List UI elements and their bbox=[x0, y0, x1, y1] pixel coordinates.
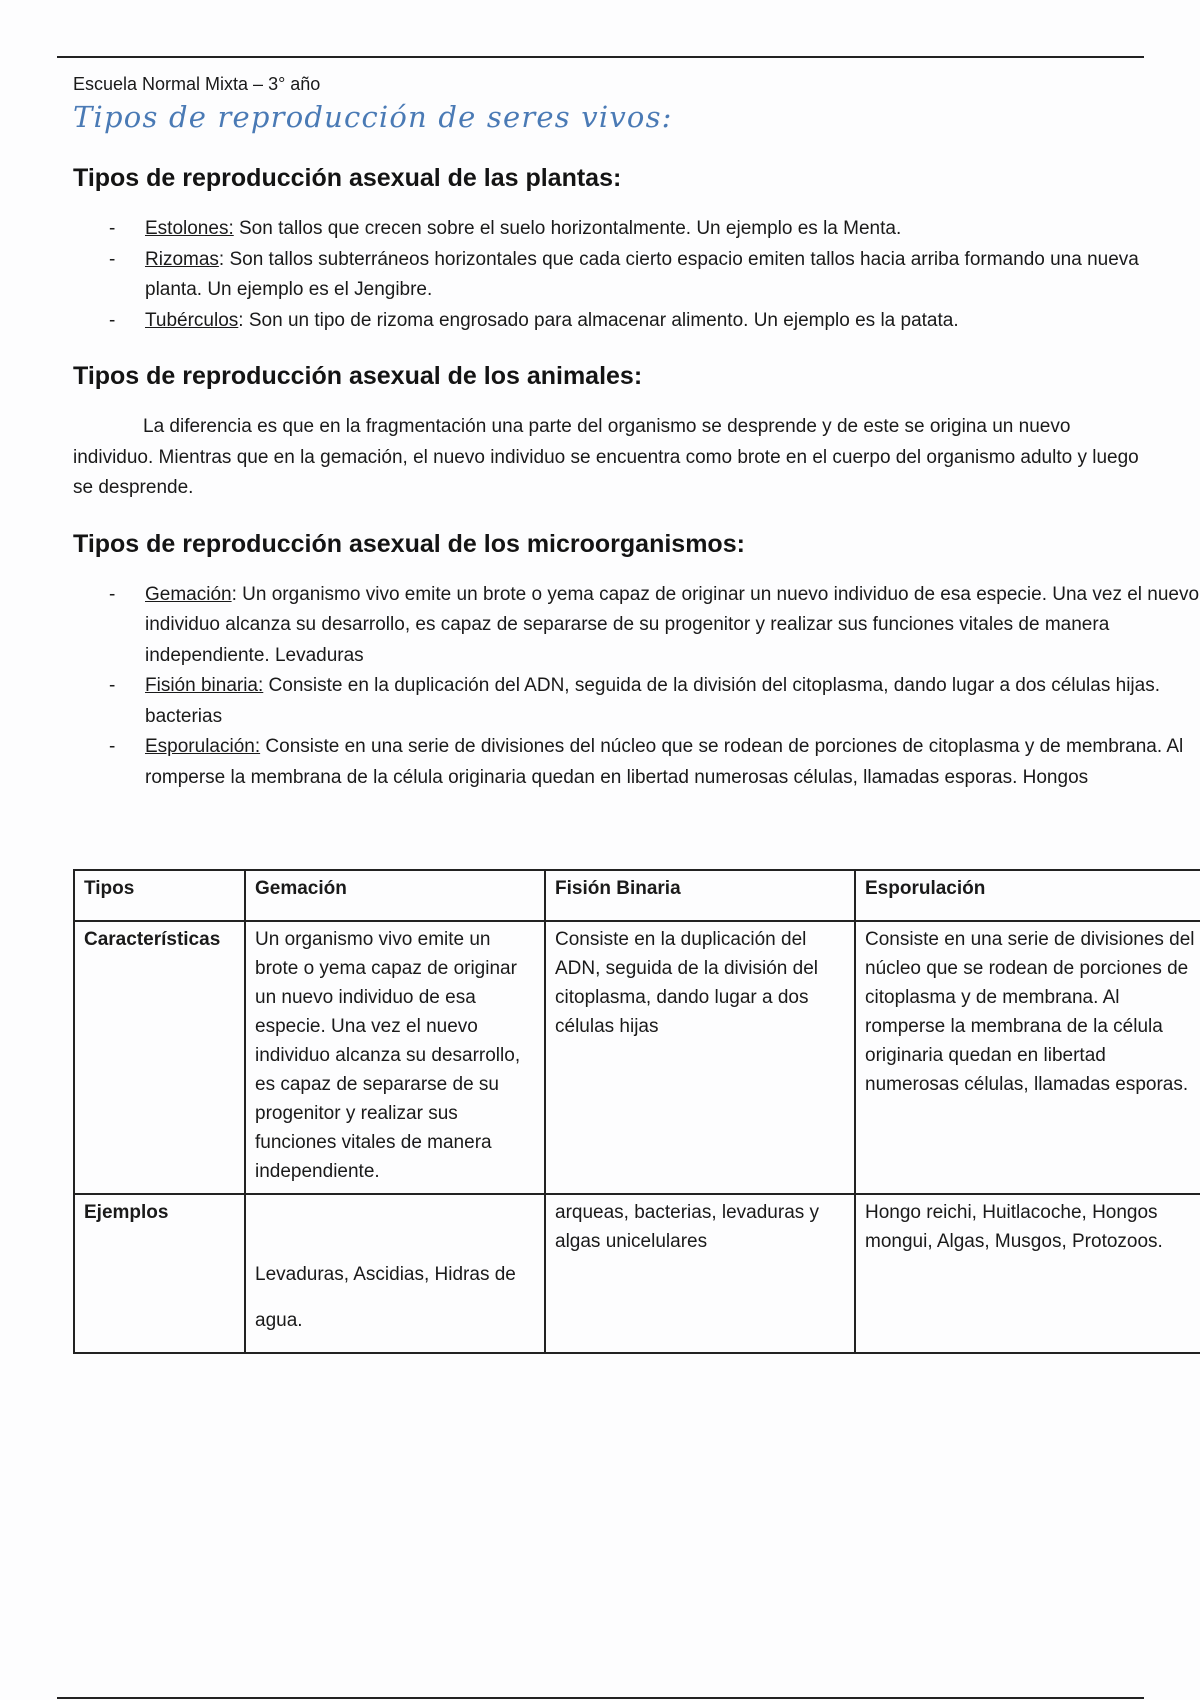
table-header-cell: Gemación bbox=[245, 870, 545, 921]
page-bottom-rule bbox=[57, 1697, 1144, 1699]
document-body bbox=[73, 72, 1200, 793]
list-item-term: Estolones: bbox=[145, 218, 234, 239]
microorganisms-list bbox=[73, 580, 1200, 794]
list-item bbox=[145, 245, 1200, 306]
list-item-term: Esporulación: bbox=[145, 736, 261, 757]
reproduction-table bbox=[73, 869, 1200, 1354]
list-item-text: Consiste en una serie de divisiones del núcleo que se rodean de porciones de citoplasma y de membrana. Al romperse la membrana de la célula originaria quedan en libertad numerosas células, llamadas esporas. Hongos bbox=[145, 736, 1184, 788]
table-cell: Un organismo vivo emite un brote o yema capaz de originar un nuevo individuo de esa especie. Una vez el nuevo individuo alcanza su desarrollo, es capaz de separarse de su progenitor y realizar sus funciones vitales de manera independiente. bbox=[245, 921, 545, 1194]
animals-heading: Tipos de reproducción asexual de los animales: bbox=[73, 362, 643, 390]
plants-heading: Tipos de reproducción asexual de las plantas: bbox=[73, 164, 622, 192]
list-item bbox=[145, 306, 1200, 337]
document-title: Tipos de reproducción de seres vivos: bbox=[73, 100, 673, 134]
list-item-term: Fisión binaria: bbox=[145, 675, 264, 696]
page-top-rule bbox=[57, 56, 1144, 58]
table-cell: Hongo reichi, Huitlacoche, Hongos mongui, Algas, Musgos, Protozoos. bbox=[855, 1194, 1200, 1353]
list-item-term: Tubérculos bbox=[145, 309, 239, 331]
list-item-text: : Son tallos subterráneos horizontales que cada cierto espacio emiten tallos hacia arriba formando una nueva planta. Un ejemplo es el Jengibre. bbox=[145, 248, 1139, 300]
list-item-text: : Un organismo vivo emite un brote o yema capaz de originar un nuevo individuo de esa especie. Una vez el nuevo individuo alcanza su desarrollo, es capaz de separarse de su progenitor y realizar sus funciones vitales de manera independiente. Levaduras bbox=[145, 583, 1200, 666]
table-row bbox=[74, 1194, 1200, 1353]
table-cell: Consiste en la duplicación del ADN, seguida de la división del citoplasma, dando lugar a dos células hijas bbox=[545, 921, 855, 1194]
list-item-text: Consiste en la duplicación del ADN, seguida de la división del citoplasma, dando lugar a dos células hijas. bacterias bbox=[145, 675, 1160, 727]
table-cell: Consiste en una serie de divisiones del núcleo que se rodean de porciones de citoplasma y de membrana. Al romperse la membrana de la célula originaria quedan en libertad numerosas células, llamadas esporas. bbox=[855, 921, 1200, 1194]
table-header-cell: Tipos bbox=[74, 870, 245, 921]
table-header-row bbox=[74, 870, 1200, 921]
table-header-cell: Esporulación bbox=[855, 870, 1200, 921]
microorganisms-heading: Tipos de reproducción asexual de los microorganismos: bbox=[73, 529, 745, 558]
list-item bbox=[145, 671, 1200, 732]
row-label: Ejemplos bbox=[74, 1194, 245, 1353]
list-item bbox=[145, 732, 1200, 793]
table-row bbox=[74, 921, 1200, 1194]
list-item bbox=[145, 580, 1200, 672]
animals-paragraph: La diferencia es que en la fragmentación una parte del organismo se desprende y de este se origina un nuevo individuo. Mientras que en la gemación, el nuevo individuo se encuentra como brote en el cuerpo del organismo adulto y luego se desprende. bbox=[73, 416, 1139, 498]
list-item bbox=[145, 214, 1200, 245]
list-item-text: Son tallos que crecen sobre el suelo horizontalmente. Un ejemplo es la Menta. bbox=[233, 218, 902, 239]
table-header-cell: Fisión Binaria bbox=[545, 870, 855, 921]
list-item-text: : Son un tipo de rizoma engrosado para almacenar alimento. Un ejemplo es la patata. bbox=[238, 309, 959, 331]
plants-list bbox=[73, 214, 1200, 336]
list-item-term: Rizomas bbox=[145, 248, 219, 270]
list-item-term: Gemación bbox=[145, 583, 232, 605]
table-cell-text: Levaduras, Ascidias, Hidras de agua. bbox=[255, 1264, 516, 1331]
table-cell: arqueas, bacterias, levaduras y algas unicelulares bbox=[545, 1194, 855, 1353]
school-header: Escuela Normal Mixta – 3° año bbox=[73, 74, 321, 94]
table-cell bbox=[245, 1194, 545, 1353]
row-label: Características bbox=[74, 921, 245, 1194]
